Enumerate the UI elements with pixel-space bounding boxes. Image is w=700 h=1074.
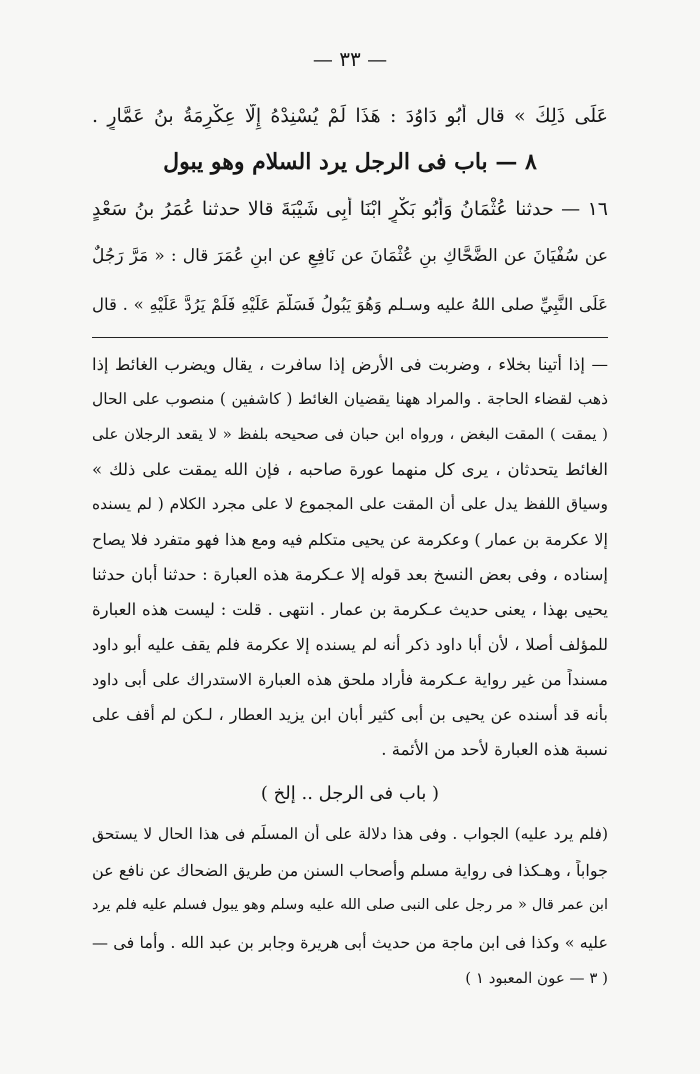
footnote-line: الغائط يتحدثان ، يرى كل منهما عورة صاحبه ، فإن الله يمقت على ذلك » bbox=[92, 460, 608, 479]
footnote-line: بأنه قد أسنده عن يحيى بن أبى كثير أبان ابن يزيد العطار ، لـكن لم أقف على bbox=[92, 705, 608, 724]
footnote-line: عليه » وكذا فى ابن ماجة من حديث أبى هريرة وجابر بن عبد الله . وأما فى — bbox=[92, 933, 608, 952]
main-text-line-1: عَلَى ذَلِكَ » قال أَبُو دَاوُدَ : هَذَا لَمْ يُسْنِدْهُ إِلَّا عِكْرِمَةُ بنُ عَمَّارٍ . bbox=[92, 105, 608, 127]
footnote-section-heading: ( باب فى الرجل .. إلخ ) bbox=[260, 783, 440, 804]
footnote-line: مسنداً من غير رواية عـكرمة فأراد ملحق هذه العبارة الاستدراك على أبى داود bbox=[92, 670, 608, 689]
chapter-heading: ٨ — باب فى الرجل يرد السلام وهو يبول bbox=[163, 149, 537, 175]
footnote-line: جواباً ، وهـكذا فى رواية مسلم وأصحاب السنن من طريق الضحاك عن نافع عن bbox=[92, 861, 608, 880]
footnote-line: نسبة هذه العبارة لأحد من الأئمة . bbox=[381, 740, 608, 759]
hadith-line-1: ١٦ — حدثنا عُثْمَانُ وَأَبُو بَكْرٍ ابْنَا أَبِى شَيْبَةَ قالا حدثنا عُمَرُ بنُ سَعْدٍ bbox=[92, 198, 608, 220]
footnote-line: ذهب لقضاء الحاجة . والمراد ههنا يقضيان الغائط ( كاشفين ) منصوب على الحال bbox=[92, 390, 608, 408]
footnote-divider bbox=[92, 337, 608, 338]
footnote-line: للمؤلف أصلا ، لأن أبا داود ذكر أنه لم يسنده إلا عكرمة فلم يقف عليه أبو داود bbox=[92, 635, 608, 654]
page-number: — ٣٣ — bbox=[312, 47, 388, 71]
footnote-line: وسياق اللفظ يدل على أن المقت على المجموع لا على مجرد الكلام ( لم يسنده bbox=[92, 495, 608, 513]
footnote-line: — إذا أتينا بخلاء ، وضربت فى الأرض إذا سافرت ، يقال ويضرب الغائط إذا bbox=[92, 355, 608, 374]
footnote-line: ( يمقت ) المقت البغض ، ورواه ابن حبان فى صحيحه بلفظ « لا يقعد الرجلان على bbox=[92, 425, 608, 443]
hadith-line-2: عن سُفْيَانَ عن الضَّحَّاكِ بنِ عُثْمَانَ عن نَافِعٍ عن ابنِ عُمَرَ قال : « مَرَّ رَجُلٌ bbox=[92, 246, 608, 266]
page-signature: ( ٣ — عون المعبود ١ ) bbox=[465, 969, 608, 987]
footnote-line: (فلم يرد عليه) الجواب . وفى هذا دلالة على أن المسلِّم فى هذا الحال لا يستحق bbox=[92, 825, 608, 843]
footnote-line: إلا عكرمة بن عمار ) وعكرمة عن يحيى متكلم فيه ومع هذا فهو متفرد فلا يصاح bbox=[92, 530, 608, 549]
footnote-line: ابن عمر قال « مر رجل على النبى صلى الله عليه وسلم وهو يبول فسلم عليه فلم يرد bbox=[92, 897, 608, 913]
hadith-line-3: عَلَى النَّبِيِّ صلى اللهُ عليه وسـلم وَهُوَ يَبُولُ فَسَلَّمَ عَلَيْهِ فَلَمْ يَرُدَّ عَلَيْهِ » . قال bbox=[92, 295, 608, 314]
footnote-line: يحيى بهذا ، يعنى حديث عـكرمة بن عمار . انتهى . قلت : ليست هذه العبارة bbox=[92, 600, 608, 619]
footnote-line: إسناده ، وفى بعض النسخ بعد قوله إلا عـكرمة هذه العبارة : حدثنا أبان حدثنا bbox=[92, 565, 608, 584]
